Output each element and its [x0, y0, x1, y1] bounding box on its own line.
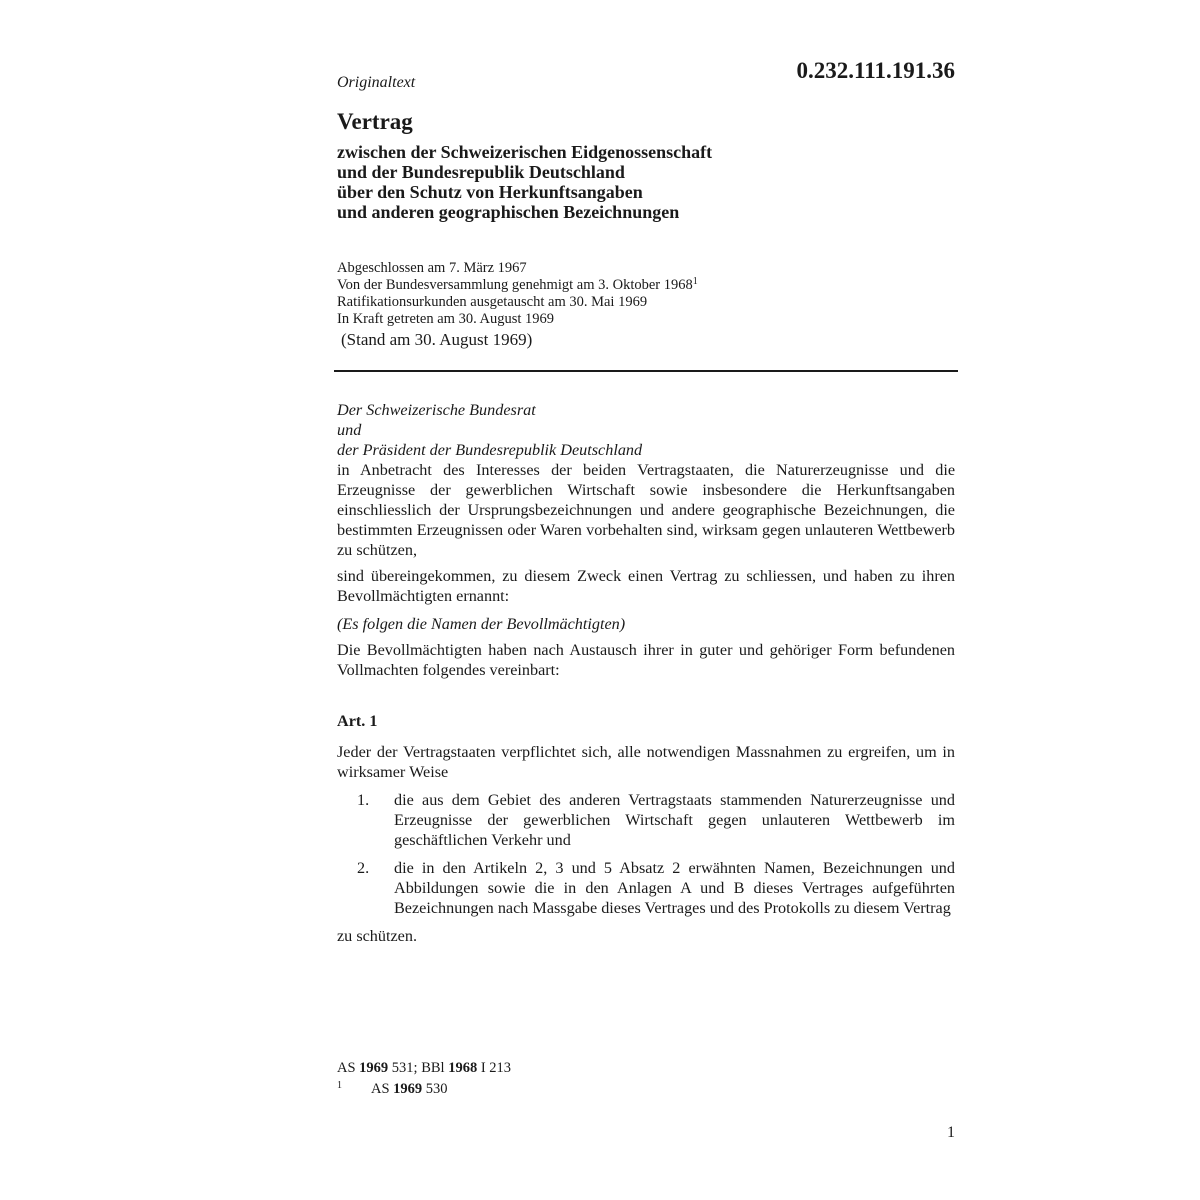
document-subtitle [337, 142, 712, 222]
source-reference [337, 1058, 511, 1079]
footnote-page: 530 [425, 1081, 448, 1097]
list-item-text: die aus dem Gebiet des anderen Vertragstaats stammenden Naturerzeugnisse und Erzeugnisse der gewerblichen Wirtschaft gegen unlauteren Wettbewerb im geschäftlichen Verkehr und [394, 791, 955, 849]
article-heading: Art. 1 [337, 712, 378, 730]
subtitle-line: und der Bundesrepublik Deutschland [337, 162, 625, 182]
in-force-date: In Kraft getreten am 30. August 1969 [337, 311, 555, 327]
article-intro: Jeder der Vertragstaaten verpflichtet sich, alle notwendigen Massnahmen zu ergreifen, um in wirksamer Weise [337, 743, 955, 781]
preamble-agreed: sind übereingekommen, zu diesem Zweck einen Vertrag zu schliessen, und haben zu ihren Bevollmächtigten ernannt: [337, 567, 955, 605]
document-title: Vertrag [337, 109, 413, 134]
article-closing: zu schützen. [337, 927, 418, 945]
preamble-plenipotentiaries: Die Bevollmächtigten haben nach Austausch ihrer in guter und gehöriger Form befundenen Vollmachten folgendes vereinbart: [337, 641, 955, 679]
source-as: AS [337, 1060, 356, 1076]
document-body [337, 400, 955, 946]
list-item [337, 858, 955, 918]
status-date: (Stand am 30. August 1969) [341, 330, 533, 349]
page-number: 1 [947, 1124, 955, 1141]
header-divider [334, 370, 958, 372]
subtitle-line: und anderen geographischen Bezeichnungen [337, 202, 680, 222]
footnote-as: AS [371, 1081, 390, 1097]
source-as-year: 1969 [359, 1060, 389, 1076]
original-text-label: Originaltext [337, 74, 416, 91]
approved-text: Von der Bundesversammlung genehmigt am 3. Oktober 1968 [337, 277, 693, 293]
subtitle-line: zwischen der Schweizerischen Eidgenossenschaft [337, 142, 713, 162]
list-item-number: 1. [357, 791, 370, 809]
ratification-date: Ratifikationsurkunden ausgetauscht am 30. Mai 1969 [337, 294, 648, 310]
list-item-text: die in den Artikeln 2, 3 und 5 Absatz 2 erwähnten Namen, Bezeichnungen und Abbildungen sowie die in den Anlagen A und B dieses Vertrages aufgeführten Bezeichnungen nach Massgabe dieses Vertrages und des Protokolls zu diesem Vertrag [394, 859, 955, 917]
sr-number: 0.232.111.191.36 [796, 58, 955, 83]
subtitle-line: über den Schutz von Herkunftsangaben [337, 182, 643, 202]
footnotes [337, 1058, 511, 1100]
footnote-year: 1969 [393, 1081, 423, 1097]
source-bbl-year: 1968 [448, 1060, 478, 1076]
list-item [337, 790, 955, 850]
footnote-ref[interactable]: 1 [692, 276, 698, 287]
approved-date [337, 277, 698, 294]
list-item-number: 2. [357, 859, 370, 877]
preamble-party2: der Präsident der Bundesrepublik Deutschland [337, 441, 643, 459]
source-as-page: 531; BBl [391, 1060, 445, 1076]
preamble-considering: in Anbetracht des Interesses der beiden Vertragstaaten, die Naturerzeugnisse und die Erzeugnisse der gewerblichen Wirtschaft sowie insbesondere die Herkunftsangaben einschliesslich der Ursprungsbezeichnungen und andere geographische Bezeichnungen, die bestimmten Erzeugnissen oder Waren vorbehalten sind, wirksam gegen unlauteren Wettbewerb zu schützen, [337, 461, 955, 559]
treaty-metadata [337, 260, 698, 328]
source-bbl-page: I 213 [480, 1060, 512, 1076]
preamble-party1: Der Schweizerische Bundesrat [337, 401, 536, 419]
concluded-date: Abgeschlossen am 7. März 1967 [337, 260, 527, 276]
footnote-1: 1 AS 1969 530 [337, 1080, 448, 1097]
preamble-and: und [337, 421, 362, 439]
preamble-names-note: (Es folgen die Namen der Bevollmächtigten) [337, 615, 626, 633]
